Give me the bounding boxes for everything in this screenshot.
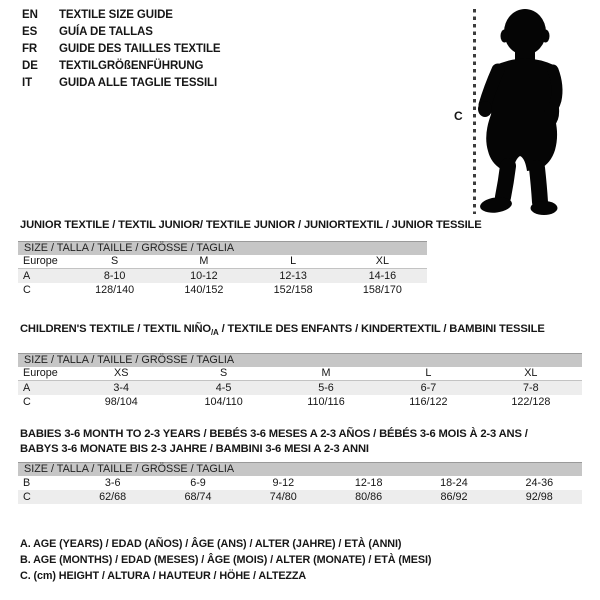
table-title-line: BABIES 3-6 MONTH TO 2-3 YEARS / BEBÉS 3-6 MESES A 2-3 AÑOS / BÉBÉS 3-6 MOIS À 2-3 ANS / (20, 428, 528, 440)
babies-textile-section (18, 427, 582, 504)
table-cell: 6-9 (190, 477, 206, 489)
table-row (18, 255, 427, 269)
size-table (18, 353, 582, 409)
language-title: GUIDA ALLE TAGLIE TESSILI (59, 77, 218, 89)
table-cell: S (220, 367, 228, 380)
table-title-line (20, 322, 582, 340)
table-row (18, 367, 582, 381)
table-cell: 8-10 (103, 270, 126, 282)
language-code: FR (22, 43, 38, 55)
table-cell: 116/122 (409, 396, 448, 409)
language-row (22, 7, 221, 24)
table-cell: 6-7 (420, 382, 437, 395)
table-cell: L (290, 255, 297, 267)
table-cell: 152/158 (273, 284, 313, 296)
table-cell: 18-24 (440, 477, 468, 489)
table-cell: 140/152 (184, 284, 224, 296)
title-segment: /A (210, 328, 219, 338)
childrens-textile-section (18, 322, 582, 409)
title-segment: / TEXTILE DES ENFANTS / KINDERTEXTIL / BAMBINI TESSILE (218, 323, 545, 335)
language-code: DE (22, 60, 38, 72)
language-row (22, 41, 221, 58)
table-cell: 12-13 (279, 270, 307, 282)
row-label: B (23, 477, 31, 489)
height-measure-label: C (454, 109, 463, 123)
size-table (18, 462, 582, 504)
language-row (22, 75, 221, 92)
table-cell: 24-36 (525, 477, 554, 489)
table-row (18, 490, 582, 504)
table-cell: 74/80 (269, 491, 297, 503)
table-cell: XL (524, 367, 538, 380)
row-label: Europe (23, 367, 58, 380)
language-title: TEXTILE SIZE GUIDE (59, 9, 173, 21)
language-code: ES (22, 26, 38, 38)
row-label: A (23, 382, 31, 395)
size-header-bar: SIZE / TALLA / TAILLE / GRÖSSE / TAGLIA (18, 353, 582, 367)
table-cell: 7-8 (523, 382, 539, 395)
junior-textile-section (18, 218, 482, 297)
footnote: C. (cm) HEIGHT / ALTURA / HAUTEUR / HÖHE / ALTEZZA (20, 570, 307, 582)
table-cell: 10-12 (190, 270, 218, 282)
row-label: C (23, 284, 31, 296)
table-cell: 128/140 (95, 284, 135, 296)
table-cell: 158/170 (362, 284, 402, 296)
size-header-bar: SIZE / TALLA / TAILLE / GRÖSSE / TAGLIA (18, 462, 582, 476)
language-row (22, 24, 221, 41)
table-title (18, 218, 482, 232)
table-cell: 110/116 (307, 396, 345, 409)
height-dotted-line (473, 9, 476, 214)
language-row (22, 58, 221, 75)
table-row (18, 381, 582, 395)
table-cell: XL (375, 255, 389, 267)
table-cell: 14-16 (368, 270, 397, 282)
table-title (18, 427, 582, 457)
language-list (22, 7, 221, 92)
table-cell: 9-12 (272, 477, 295, 489)
table-title-line: JUNIOR TEXTILE / TEXTIL JUNIOR/ TEXTILE JUNIOR / JUNIORTEXTIL / JUNIOR TESSILE (20, 219, 482, 231)
table-cell: 4-5 (215, 382, 232, 395)
table-cell: 122/128 (511, 396, 551, 409)
table-cell: 62/68 (99, 491, 127, 503)
row-label: C (23, 396, 31, 409)
table-cell: 12-18 (354, 477, 383, 489)
table-cell: 3-4 (113, 382, 129, 395)
table-cell: 92/98 (525, 491, 553, 503)
size-table (18, 241, 427, 297)
language-code: EN (22, 9, 38, 21)
table-cell: L (425, 367, 432, 380)
language-title: TEXTILGRÖßENFÜHRUNG (59, 60, 204, 72)
size-header-bar: SIZE / TALLA / TAILLE / GRÖSSE / TAGLIA (18, 241, 427, 255)
row-label: C (23, 491, 31, 503)
title-segment: CHILDREN'S TEXTILE / TEXTIL NIÑO (20, 323, 211, 335)
table-cell: 104/110 (204, 396, 243, 409)
language-title: GUIDE DES TAILLES TEXTILE (59, 43, 221, 55)
table-cell: 68/74 (184, 491, 212, 503)
table-cell: 3-6 (104, 477, 121, 489)
row-label: A (23, 270, 31, 282)
table-row (18, 283, 427, 297)
table-cell: 98/104 (104, 396, 138, 409)
table-title (18, 322, 582, 340)
table-row (18, 269, 427, 283)
table-cell: XS (114, 367, 129, 380)
table-cell: 86/92 (440, 491, 468, 503)
row-label: Europe (23, 255, 58, 267)
footnote: A. AGE (YEARS) / EDAD (AÑOS) / ÂGE (ANS) / ALTER (JAHRE) / ETÀ (ANNI) (20, 538, 402, 550)
baby-silhouette-icon (478, 8, 570, 215)
footnotes (20, 536, 431, 584)
footnote: B. AGE (MONTHS) / EDAD (MESES) / ÂGE (MOIS) / ALTER (MONATE) / ETÀ (MESI) (20, 554, 432, 566)
table-title-line: BABYS 3-6 MONATE BIS 2-3 JAHRE / BAMBINI 3-6 MESI A 2-3 ANNI (20, 443, 369, 455)
language-code: IT (22, 77, 33, 89)
table-cell: 5-6 (318, 382, 334, 395)
table-row (18, 476, 582, 490)
table-cell: M (199, 255, 209, 267)
language-title: GUÍA DE TALLAS (59, 26, 153, 38)
table-row (18, 395, 582, 409)
table-cell: M (321, 367, 331, 380)
table-cell: 80/86 (355, 491, 383, 503)
table-cell: S (111, 255, 119, 267)
baby-figure (450, 5, 580, 217)
